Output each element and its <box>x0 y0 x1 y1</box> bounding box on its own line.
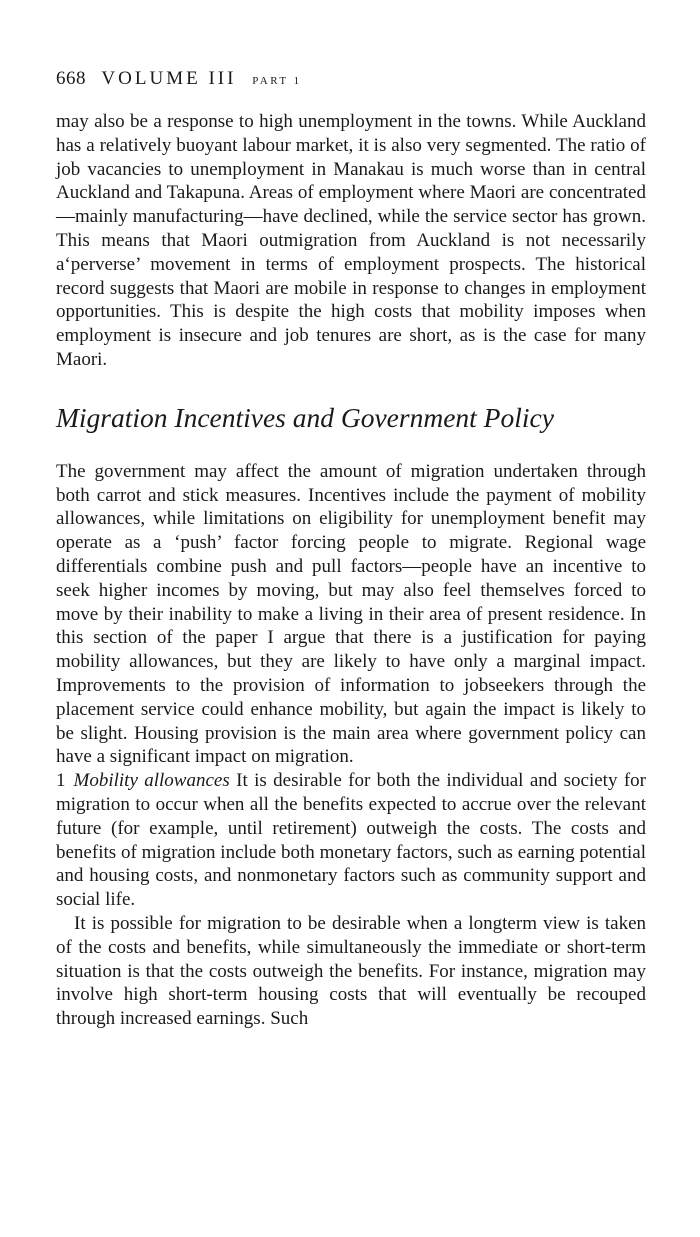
part-label: PART 1 <box>252 75 302 87</box>
volume-label: VOLUME III <box>101 68 237 89</box>
body-paragraph: The government may affect the amount of migration undertaken through both carrot and stick measures. Incentives include the payment of mobility allowances, while limitations on eligibility for unemployment benefit may operate as a ‘push’ factor forcing people to migrate. Regional wage differentials combine push and pull factors—people have an incentive to seek higher incomes by moving, but may also feel themselves forced to move by their inability to make a living in their area of present residence. In this section of the paper I argue that there is a justification for paying mobility allowances, but they are likely to have only a marginal impact. Improvements to the provision of information to jobseekers through the placement service could enhance mobility, but again the impact is likely to be slight. Housing provision is the main area where government policy can have a significant impact on migration. <box>56 460 646 768</box>
numbered-item <box>56 769 646 912</box>
item-number: 1 <box>56 770 66 792</box>
body-paragraph: It is possible for migration to be desirable when a longterm view is taken of the costs and benefits, while simultaneously the immediate or short-term situation is that the costs outweigh the benefits. For instance, migration may involve high short-term housing costs that will eventually be recouped through increased earnings. Such <box>56 912 646 1030</box>
book-page <box>56 66 646 1031</box>
item-text: It is desirable for both the individual and society for migration to occur when all the benefits expected to accrue over the relevant future (for example, until retirement) outweigh the costs. The costs and benefits of migration include both monetary factors, such as earning potential and housing costs, and nonmonetary factors such as community support and social life. <box>56 770 646 911</box>
body-paragraph: may also be a response to high unemployment in the towns. While Auckland has a relatively buoyant labour market, it is also very segmented. The ratio of job vacancies to unemployment in Manakau is much worse than in central Auckland and Takapuna. Areas of employment where Maori are concentrated—mainly manufacturing—have declined, while the service sector has grown. This means that Maori outmigration from Auckland is not necessarily a‘perverse’ movement in terms of employment prospects. The historical record suggests that Maori are mobile in response to changes in employment opportunities. This is despite the high costs that mobility imposes when employment is insecure and job tenures are short, as is the case for many Maori. <box>56 111 646 370</box>
item-title: Mobility allowances <box>73 770 230 792</box>
section-heading: Migration Incentives and Government Policy <box>56 401 554 433</box>
running-head <box>56 66 646 94</box>
page-number: 668 <box>56 68 86 89</box>
